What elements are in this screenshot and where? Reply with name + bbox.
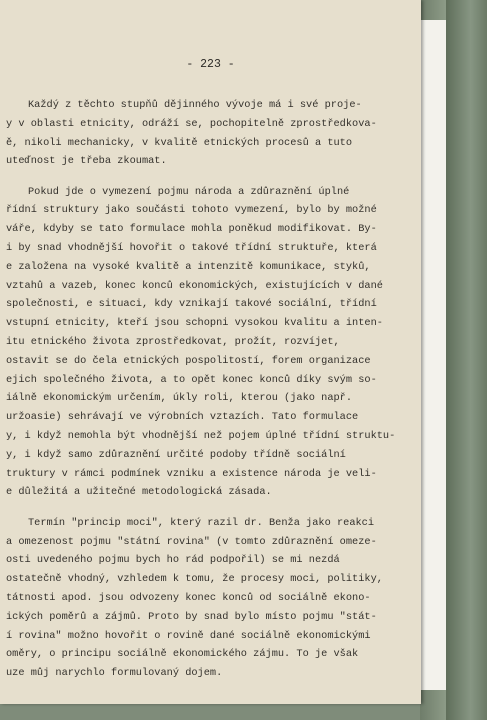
paragraph [0,514,421,683]
text-line: e založena na vysoké kvalitě a intenzitě komunikace, styků, [6,260,371,273]
text-line: váře, kdyby se tato formulace mohla poněkud modifikovat. By- [6,223,377,236]
text-line: společnosti, e situaci, kdy vznikají takové sociální, třídní [6,298,377,311]
page-number: - 223 - [186,58,235,71]
text-line: osti uvedeného pojmu bych ho rád podpořil) se mi nezdá [6,554,340,567]
paragraph [0,183,421,503]
body-text [0,96,421,694]
text-line: Pokud jde o vymezení pojmu národa a zdůraznění úplné [28,185,350,198]
text-line: i by snad vhodnější hovořit o takové třídní struktuře, která [6,242,377,255]
text-line: řídní struktury jako součásti tohoto vymezení, bylo by možné [6,204,377,217]
text-line: uze můj narychlo formulovaný dojem. [6,667,223,680]
next-page-edge [420,20,447,690]
text-line: e důležitá a užitečné metodologická zásada. [6,486,272,499]
text-line: uržoasie) sehrávají ve výrobních vztazích. Tato formulace [6,411,359,424]
paragraph [0,96,421,171]
text-line: iálně ekonomickým určením, úkly roli, kterou (jako např. [6,392,353,405]
text-line: truktury v rámci podmínek vzniku a existence národa je veli- [6,467,377,480]
text-line: y, i když nemohla být vhodnější než pojem úplné třídní struktu- [6,430,396,443]
text-line: y v oblasti etnicity, odráží se, pochopitelně zprostředkova- [6,117,377,130]
text-line: ostavit se do čela etnických pospolitostí, forem organizace [6,354,371,367]
text-line: itu etnického života zprostředkovat, prožít, rozvíjet, [6,336,340,349]
text-line: í rovina" možno hovořit o rovině dané sociálně ekonomickými [6,629,371,642]
text-line: vztahů a vazeb, konec konců ekonomických, existujících v dané [6,279,383,292]
text-line: a omezenost pojmu "státní rovina" (v tomto zdůraznění omeze- [6,535,377,548]
text-line: y, i když samo zdůraznění určité podoby třídně sociální [6,448,346,461]
text-line: uteďnost je třeba zkoumat. [6,155,167,168]
text-line: Termín "princip moci", který razil dr. Benža jako reakci [28,516,375,529]
text-line: ických poměrů a zájmů. Proto by snad bylo místo pojmu "stát- [6,610,377,623]
text-line: ě, nikoli mechanicky, v kvalitě etnických procesů a tuto [6,136,353,149]
book-cover-strip [446,0,487,720]
text-line: Každý z těchto stupňů dějinného vývoje má i své proje- [28,99,362,111]
text-line: tátnosti apod. jsou odvozeny konec konců od sociálně ekono- [6,591,371,604]
text-line: ejich společného života, a to opět konec konců díky svým so- [6,373,377,386]
text-line: oměry, o principu sociálně ekonomického zájmu. To je však [6,648,359,661]
text-line: vstupní etnicity, kteří jsou schopni vysokou kvalitu a inten- [6,317,383,330]
text-line: ostatečně vhodný, vzhledem k tomu, že procesy moci, politiky, [6,573,383,586]
